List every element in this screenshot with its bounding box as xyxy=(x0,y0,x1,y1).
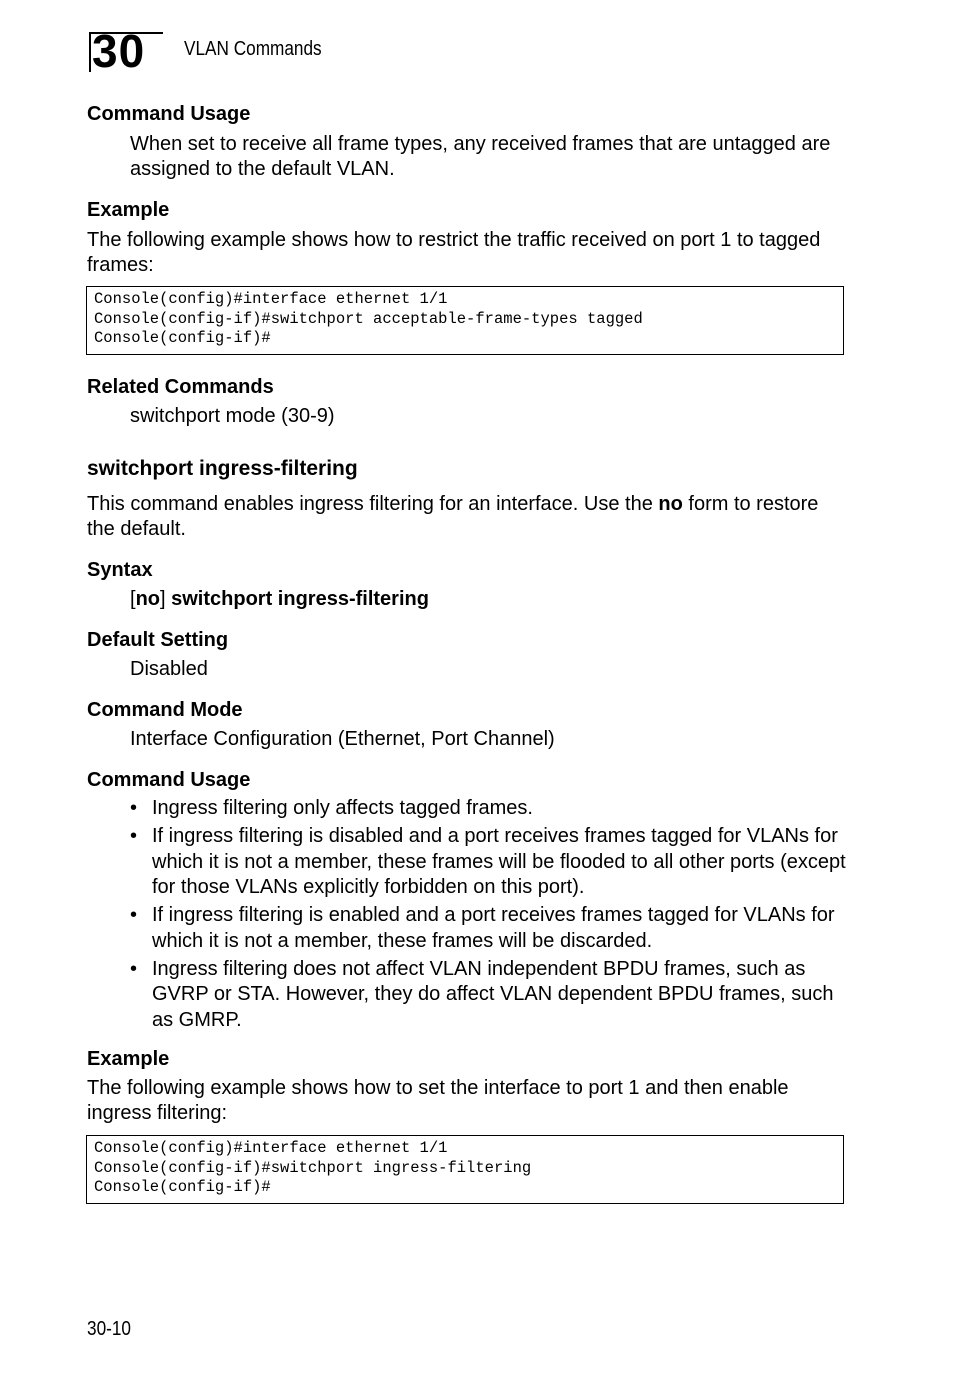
related-commands-heading: Related Commands xyxy=(87,376,274,398)
list-item: • Ingress filtering does not affect VLAN independent BPDU frames, such as GVRP or STA. However, they do affect VLAN dependent BPDU frames, such as GMRP. xyxy=(130,957,846,1034)
syntax-no-keyword: no xyxy=(135,588,160,610)
intro-text-post: form to restore the default. xyxy=(87,493,819,540)
command-usage-heading: Command Usage xyxy=(87,769,251,791)
default-setting-heading: Default Setting xyxy=(87,629,229,651)
intro-no-keyword: no xyxy=(658,493,683,515)
code-line: Console(config)#interface ethernet 1/1 xyxy=(94,1139,448,1157)
syntax-bracket-close: ] xyxy=(160,588,172,610)
related-commands-text: switchport mode (30-9) xyxy=(130,405,335,427)
command-usage-list xyxy=(130,796,846,1036)
syntax-line xyxy=(130,587,846,612)
syntax-bracket-open: [ xyxy=(130,588,136,610)
chapter-number: 30 xyxy=(92,25,146,77)
command-usage-text: When set to receive all frame types, any received frames that are untagged are assigned to the default VLAN. xyxy=(130,133,831,180)
syntax-command: switchport ingress-filtering xyxy=(171,588,429,610)
list-item: • Ingress filtering only affects tagged frames. xyxy=(130,796,846,822)
code-line: Console(config-if)#switchport acceptable-frame-types tagged xyxy=(94,309,643,328)
intro-text-pre: This command enables ingress filtering for an interface. Use the xyxy=(87,493,659,515)
example-heading: Example xyxy=(87,199,170,221)
example-heading: Example xyxy=(87,1048,170,1070)
code-example-ingress-filtering xyxy=(86,1135,844,1204)
command-mode-heading: Command Mode xyxy=(87,699,243,721)
code-example-frame-types xyxy=(86,286,844,355)
page-number: 30-10 xyxy=(87,1318,131,1340)
syntax-heading: Syntax xyxy=(87,559,153,581)
code-line: Console(config)#interface ethernet 1/1 xyxy=(94,290,448,308)
list-item: • If ingress filtering is disabled and a port receives frames tagged for VLANs for which it is not a member, these frames will be flooded to all other ports (except for those VLANs explicitly forbidden on this port). xyxy=(130,824,846,901)
example-text: The following example shows how to set the interface to port 1 and then enable ingress filtering: xyxy=(87,1077,789,1124)
command-mode-text: Interface Configuration (Ethernet, Port Channel) xyxy=(130,728,555,750)
section-title: switchport ingress-filtering xyxy=(87,457,358,480)
command-usage-heading: Command Usage xyxy=(87,103,251,125)
example-text: The following example shows how to restrict the traffic received on port 1 to tagged frames: xyxy=(87,229,821,276)
code-line: Console(config-if)# xyxy=(94,329,271,347)
section-intro xyxy=(87,492,847,542)
code-line: Console(config-if)# xyxy=(94,1178,271,1196)
list-item: • If ingress filtering is enabled and a port receives frames tagged for VLANs for which it is not a member, these frames will be discarded. xyxy=(130,903,846,954)
chapter-title: VLAN Commands xyxy=(184,38,322,60)
default-setting-text: Disabled xyxy=(130,658,208,680)
code-line: Console(config-if)#switchport ingress-filtering xyxy=(94,1158,532,1177)
